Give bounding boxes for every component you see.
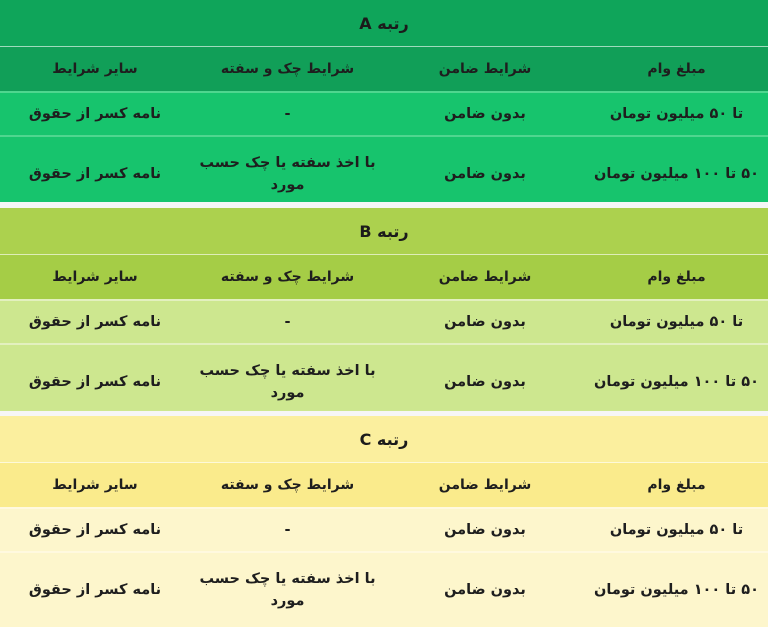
rank-a-grid	[0, 47, 768, 211]
rank-b-table	[0, 208, 768, 411]
header-amount: مبلغ وام	[647, 269, 706, 285]
table-row	[0, 552, 768, 627]
header-guarantor: شرایط ضامن	[438, 269, 532, 285]
header-cheque: شرایط چک و سفته	[220, 61, 355, 77]
header-guarantor: شرایط ضامن	[438, 61, 532, 77]
header-amount: مبلغ وام	[647, 61, 706, 77]
cell-amount: ۵۰ تا ۱۰۰ میلیون تومان	[594, 165, 759, 182]
cell-amount: تا ۵۰ میلیون تومان	[609, 314, 744, 330]
rank-b-title: رتبه B	[0, 208, 768, 255]
cell-guarantor: بدون ضامن	[444, 314, 526, 330]
table-row	[0, 344, 768, 419]
cell-guarantor: بدون ضامن	[444, 522, 526, 538]
rank-a-title: رتبه A	[0, 0, 768, 47]
cell-other: نامه کسر از حقوق	[28, 581, 162, 598]
cell-other: نامه کسر از حقوق	[28, 373, 162, 390]
cell-amount: ۵۰ تا ۱۰۰ میلیون تومان	[594, 581, 759, 598]
table-header-row	[0, 255, 768, 300]
cell-other: نامه کسر از حقوق	[28, 314, 162, 330]
cell-guarantor: بدون ضامن	[444, 165, 526, 182]
cell-amount: تا ۵۰ میلیون تومان	[609, 522, 744, 538]
cell-guarantor: بدون ضامن	[444, 373, 526, 390]
rank-c-table	[0, 416, 768, 624]
header-cheque: شرایط چک و سفته	[220, 477, 355, 493]
cell-amount: تا ۵۰ میلیون تومان	[609, 106, 744, 122]
cell-cheque: با اخذ سفته یا چک حسب مورد	[199, 362, 376, 401]
cell-cheque: با اخذ سفته یا چک حسب مورد	[199, 570, 376, 609]
rank-a-table	[0, 0, 768, 202]
table-row	[0, 300, 768, 344]
header-guarantor: شرایط ضامن	[438, 477, 532, 493]
cell-other: نامه کسر از حقوق	[28, 522, 162, 538]
cell-guarantor: بدون ضامن	[444, 581, 526, 598]
header-amount: مبلغ وام	[647, 477, 706, 493]
cell-other: نامه کسر از حقوق	[28, 165, 162, 182]
cell-amount: ۵۰ تا ۱۰۰ میلیون تومان	[594, 373, 759, 390]
rank-c-title: رتبه C	[0, 416, 768, 463]
table-header-row	[0, 463, 768, 508]
table-header-row	[0, 47, 768, 92]
table-row	[0, 136, 768, 211]
header-other: سایر شرایط	[52, 477, 138, 493]
rank-c-grid	[0, 463, 768, 627]
header-cheque: شرایط چک و سفته	[220, 269, 355, 285]
table-row	[0, 508, 768, 552]
cell-other: نامه کسر از حقوق	[28, 106, 162, 122]
header-other: سایر شرایط	[52, 61, 138, 77]
table-row	[0, 92, 768, 136]
cell-cheque: -	[284, 106, 291, 122]
rank-b-grid	[0, 255, 768, 419]
header-other: سایر شرایط	[52, 269, 138, 285]
cell-guarantor: بدون ضامن	[444, 106, 526, 122]
cell-cheque: -	[284, 314, 291, 330]
cell-cheque: با اخذ سفته یا چک حسب مورد	[199, 154, 376, 193]
cell-cheque: -	[284, 522, 291, 538]
